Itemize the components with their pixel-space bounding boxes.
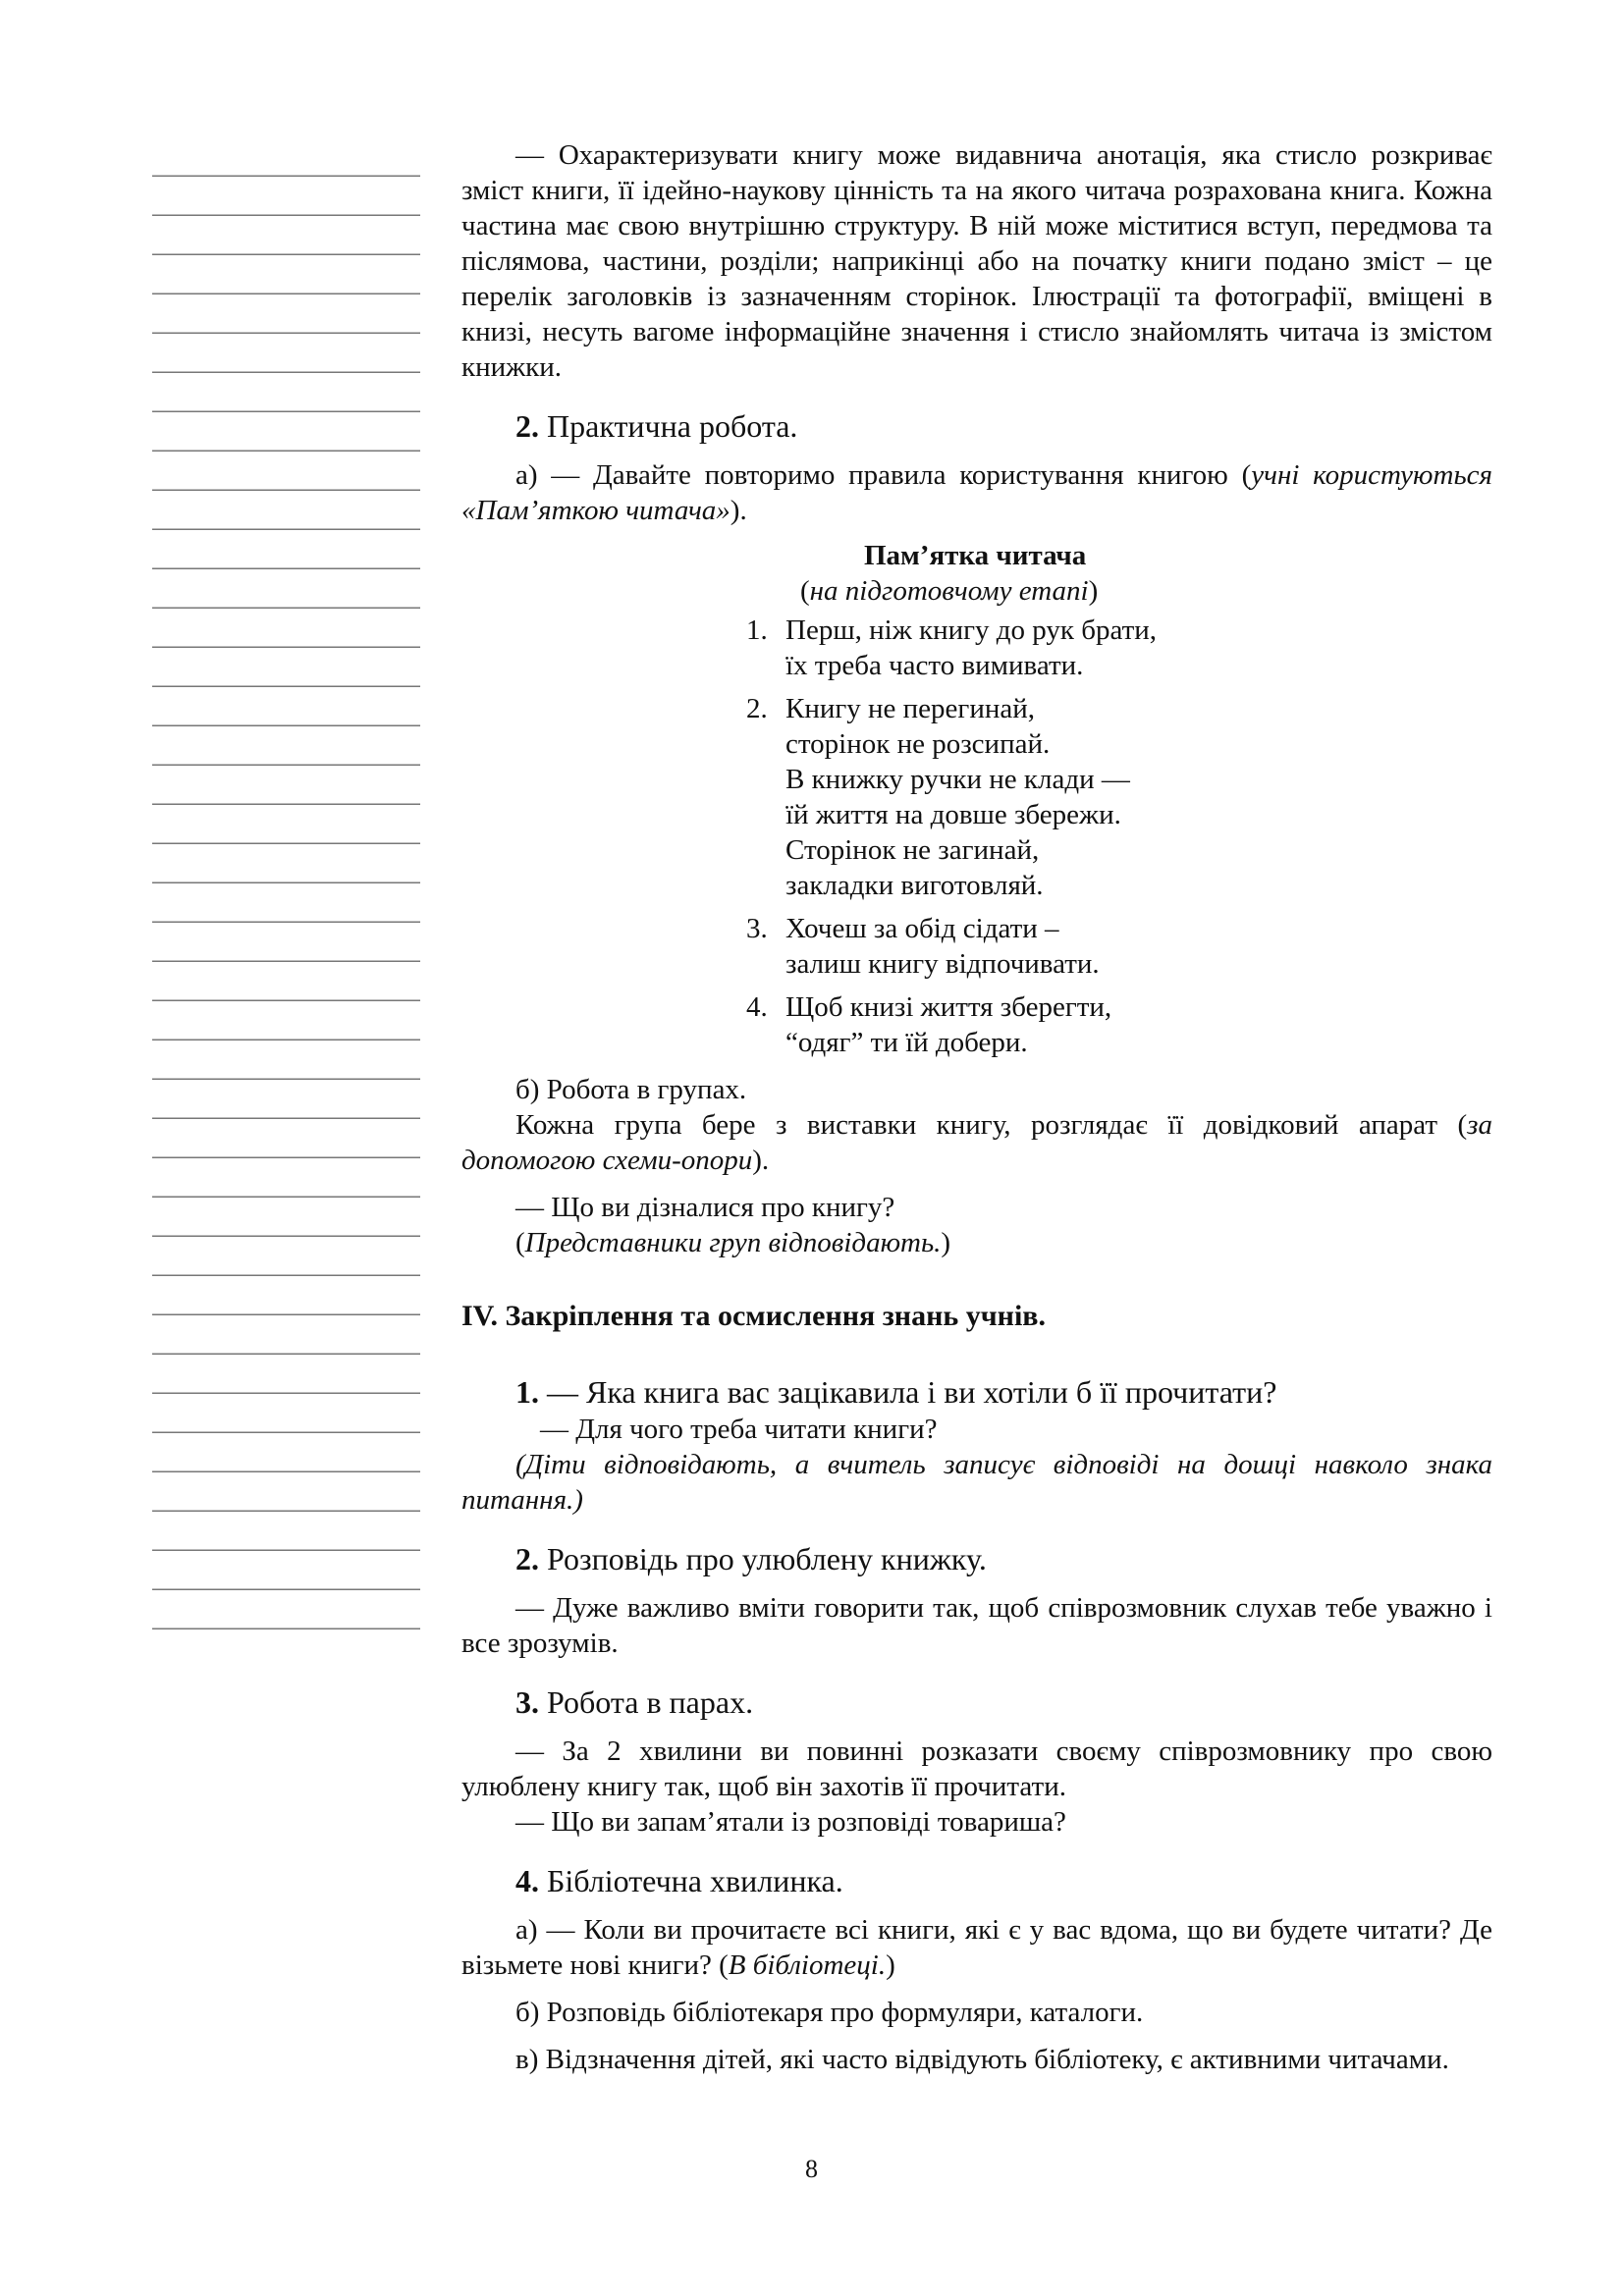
memo-item — [746, 911, 1492, 982]
practical-work-heading — [461, 406, 1492, 446]
memo-subtitle — [746, 573, 1492, 609]
margin-ruled-lines — [152, 137, 420, 1629]
groups-question: — Що ви дізналися про книгу? — [515, 1192, 895, 1223]
practical-a-end: ). — [730, 495, 747, 526]
practical-a-text: а) — Давайте повторимо правила користування книгою ( — [515, 459, 1252, 491]
item4-a-end: ) — [886, 1949, 895, 1981]
item1-number: 1. — [515, 1374, 539, 1410]
item4-a-text: а) — Коли ви прочитаєте всі книги, які є у вас вдома, що ви будете читати? Де візьмете нові книги? ( — [461, 1914, 1492, 1981]
memo-item-line: “одяг” ти їй добери. — [785, 1027, 1028, 1058]
reader-memo — [461, 538, 1492, 1060]
practical-a-italic: учні користуються «Пам’яткою читача» — [461, 459, 1492, 526]
memo-list — [746, 613, 1492, 1060]
memo-title: Пам’ятка читача — [864, 540, 1087, 571]
memo-item-number: 3. — [746, 913, 768, 944]
practical-number: 2. — [515, 408, 539, 444]
memo-item-number: 2. — [746, 693, 768, 724]
item3-number: 3. — [515, 1684, 539, 1720]
item4-a-paragraph — [461, 1912, 1492, 1983]
groups-paragraph — [461, 1107, 1492, 1178]
item1-text: — Яка книга вас зацікавила і ви хотіли б її прочитати? — [539, 1374, 1277, 1410]
memo-item — [746, 989, 1492, 1060]
memo-item — [746, 613, 1492, 683]
item4-a-italic: В бібліотеці. — [728, 1949, 887, 1981]
memo-item-line: Сторінок не загинай, — [785, 834, 1040, 866]
practical-title: Практична робота. — [539, 408, 798, 444]
memo-item-line: залиш книгу відпочивати. — [785, 948, 1100, 980]
item1-question-2: — Для чого треба читати книги? — [540, 1414, 938, 1445]
memo-item-number: 1. — [746, 614, 768, 646]
item2-paragraph: — Дуже важливо вміти говорити так, щоб співрозмовник слухав тебе уважно і все зрозумів. — [461, 1592, 1492, 1659]
page-number: 8 — [805, 2155, 818, 2183]
groups-text-italic: за допомогою схеми-опори — [461, 1109, 1492, 1176]
section-4-heading: IV. Закріплення та осмислення знань учнів. — [461, 1300, 1046, 1332]
item4-number: 4. — [515, 1863, 539, 1898]
memo-subtitle-open: ( — [800, 575, 810, 607]
memo-item-line: Книгу не перегинай, — [785, 693, 1036, 724]
memo-item-number: 4. — [746, 991, 768, 1023]
groups-answer-close: ) — [941, 1227, 951, 1258]
item2-number: 2. — [515, 1541, 539, 1576]
item4-b-paragraph: б) Розповідь бібліотекаря про формуляри, каталоги. — [515, 1997, 1144, 2028]
item1-note-italic: (Діти відповідають, а вчитель записує відповіді на дошці навколо знака питання.) — [461, 1449, 1492, 1516]
memo-item-line: їх треба часто вимивати. — [785, 650, 1084, 681]
memo-item-line: В книжку ручки не клади — — [785, 764, 1130, 795]
item4-text: Бібліотечна хвилинка. — [539, 1863, 843, 1898]
item4-c-paragraph: в) Відзначення дітей, які часто відвідують бібліотеку, є активними читачами. — [515, 2044, 1449, 2075]
groups-text-end: ). — [752, 1145, 770, 1176]
groups-answer-open: ( — [515, 1227, 525, 1258]
section-4-item-3 — [461, 1682, 1492, 1722]
memo-item — [746, 691, 1492, 903]
section-4-item-1 — [461, 1372, 1492, 1412]
intro-paragraph: — Охарактеризувати книгу може видавнича анотація, яка стисло розкриває зміст книги, її ідейно-наукову цінність та на якого читача розрахована книга. Кожна частина має свою внутрішню структуру. В ній може міститися вступ, передмова та післямова, частини, розділи; наприкінці або на початку книги подано зміст – це перелік заголовків із зазначенням сторінок. Ілюстрації та фотографії, вміщені в книзі, несуть вагоме інформаційне значення і стисло знайомлять читача із змістом книжки. — [461, 139, 1492, 383]
groups-answer — [461, 1225, 1492, 1260]
groups-label: б) Робота в групах. — [515, 1074, 747, 1105]
item3-paragraph: — За 2 хвилини ви повинні розказати своєму співрозмовнику про свою улюблену книгу так, щоб він захотів її прочитати. — [461, 1735, 1492, 1802]
memo-subtitle-close: ) — [1088, 575, 1099, 607]
memo-item-line: сторінок не розсипай. — [785, 728, 1051, 760]
practical-a-paragraph — [461, 457, 1492, 528]
item3-question: — Що ви запам’ятали із розповіді товариша? — [515, 1806, 1066, 1838]
section-4-item-2 — [461, 1539, 1492, 1578]
groups-text: Кожна група бере з виставки книгу, розглядає її довідковий апарат ( — [515, 1109, 1468, 1141]
memo-item-line: Хочеш за обід сідати – — [785, 913, 1059, 944]
item3-text: Робота в парах. — [539, 1684, 754, 1720]
memo-subtitle-italic: на підготовчому етапі — [809, 575, 1089, 607]
memo-item-line: Щоб книзі життя зберегти, — [785, 991, 1112, 1023]
main-text-column — [461, 137, 1492, 2077]
item1-note — [461, 1447, 1492, 1518]
groups-answer-italic: Представники груп відповідають. — [524, 1227, 942, 1258]
memo-item-line: закладки виготовляй. — [785, 870, 1044, 901]
item2-text: Розповідь про улюблену книжку. — [539, 1541, 987, 1576]
memo-item-line: їй життя на довше збережи. — [785, 799, 1121, 830]
memo-item-line: Перш, ніж книгу до рук брати, — [785, 614, 1158, 646]
section-4-item-4 — [461, 1861, 1492, 1900]
